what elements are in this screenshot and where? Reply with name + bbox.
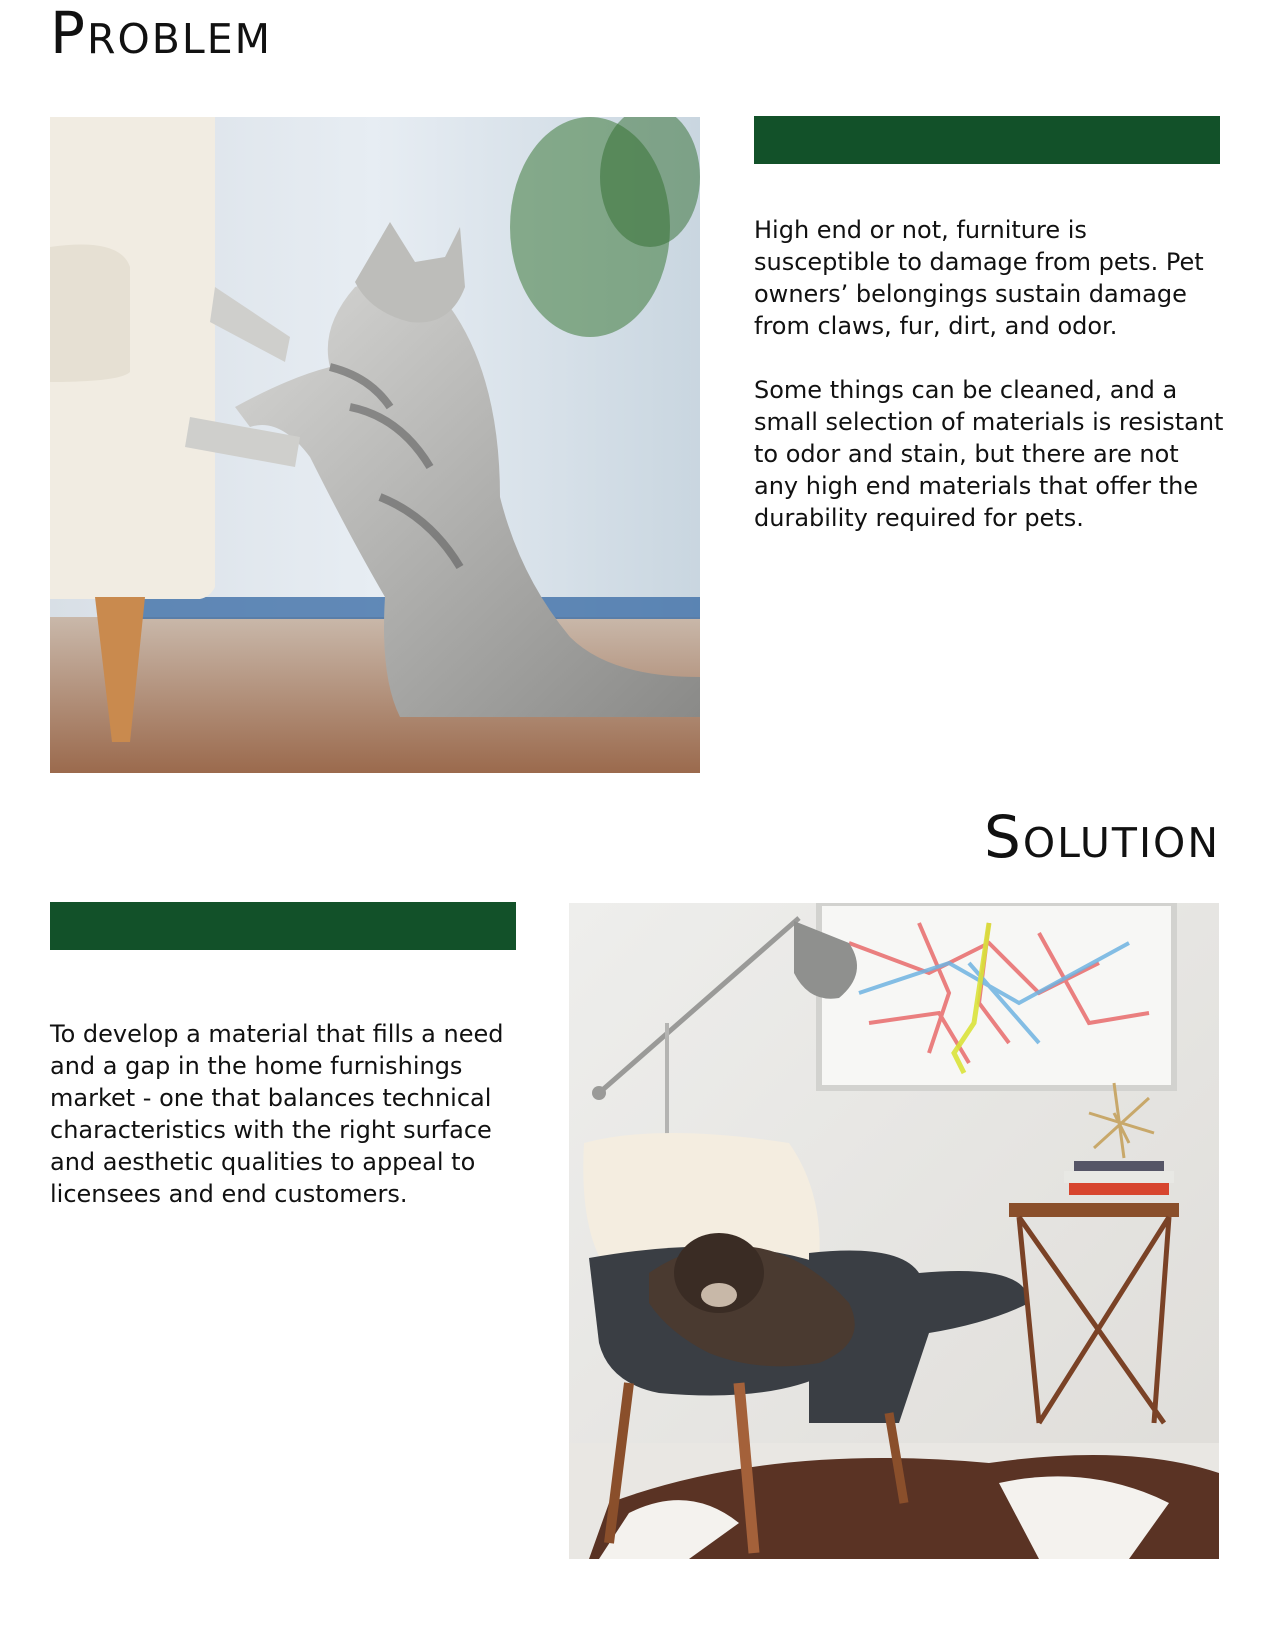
problem-paragraph-1: High end or not, furniture is susceptible to damage from pets. Pet owners’ belongings sustain damage from claws, fur, dirt, and odor. — [754, 216, 1204, 340]
cat-scratching-furniture-photo — [50, 117, 700, 773]
problem-heading: Problem — [50, 0, 272, 67]
solution-accent-bar — [50, 902, 516, 950]
dog-on-armchair-photo — [569, 903, 1219, 1559]
solution-paragraph-1: To develop a material that fills a need and a gap in the home furnishings market - one that balances technical characteristics with the right surface and aesthetic qualities to appeal to licensees and end customers. — [50, 1020, 504, 1208]
problem-paragraph-2: Some things can be cleaned, and a small selection of materials is resistant to odor and stain, but there are not any high end materials that offer the durability required for pets. — [754, 376, 1224, 532]
solution-description — [50, 1018, 510, 1242]
solution-heading: Solution — [984, 803, 1220, 871]
problem-description — [754, 214, 1224, 566]
problem-accent-bar — [754, 116, 1220, 164]
